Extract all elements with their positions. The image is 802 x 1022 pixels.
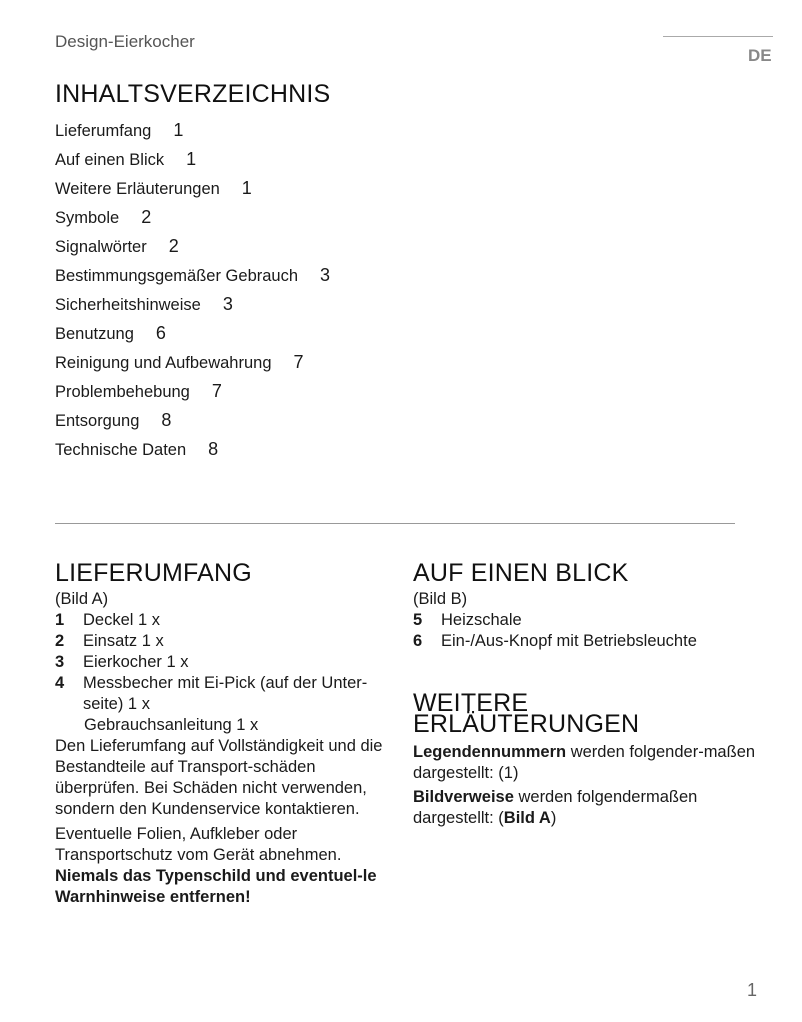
paragraph (413, 742, 758, 784)
item-text: Messbecher mit Ei-Pick (auf der Unter-seite) 1 x (83, 674, 368, 713)
toc-entry[interactable] (55, 147, 330, 176)
toc-entry-label: Weitere Erläuterungen (55, 180, 220, 198)
toc-entry-page: 6 (155, 323, 166, 343)
item-number: 4 (55, 674, 65, 692)
toc-entry-page: 8 (208, 439, 219, 459)
item-text: Ein-/Aus-Knopf mit Betriebsleuchte (441, 632, 697, 650)
image-reference: (Bild A) (55, 590, 109, 608)
toc-entry-label: Problembehebung (55, 383, 190, 401)
section-divider (55, 523, 735, 524)
image-text: werden folgendermaßen dargestellt: ( (413, 788, 698, 827)
toc-entry-page: 2 (141, 207, 152, 227)
toc-entry[interactable] (55, 408, 330, 437)
toc-entry-page: 3 (222, 294, 233, 314)
toc-entry[interactable] (55, 292, 330, 321)
paragraph: Eventuelle Folien, Aufkleber oder Transportschutz vom Gerät abnehmen. (55, 825, 342, 864)
toc-entry[interactable] (55, 205, 330, 234)
item-text: Einsatz 1 x (83, 632, 164, 650)
lieferumfang-heading: LIEFERUMFANG (55, 559, 252, 587)
image-term: Bildverweise (413, 788, 514, 806)
document-title: Design-Eierkocher (55, 32, 195, 51)
language-label: DE (748, 46, 772, 65)
list-item (413, 610, 758, 631)
legend-term: Legendennummern (413, 743, 567, 761)
list-item (55, 631, 390, 652)
paragraph (413, 787, 758, 829)
weitere-heading: WEITERE ERLÄUTERUNGEN (413, 689, 640, 738)
toc-entry[interactable] (55, 437, 330, 466)
image-close: ) (550, 809, 557, 827)
list-item (55, 673, 390, 715)
toc-entry[interactable] (55, 176, 330, 205)
toc-entry[interactable] (55, 379, 330, 408)
toc-entry-page: 1 (173, 120, 184, 140)
item-text: Eierkocher 1 x (83, 653, 189, 671)
list-item (55, 610, 390, 631)
toc-entry-page: 8 (161, 410, 172, 430)
toc-entry-page: 2 (168, 236, 179, 256)
toc-entry-label: Lieferumfang (55, 122, 152, 140)
item-text: Deckel 1 x (83, 611, 161, 629)
toc-entry-page: 1 (241, 178, 252, 198)
list-item (55, 652, 390, 673)
toc-entry[interactable] (55, 263, 330, 292)
toc-entry[interactable] (55, 321, 330, 350)
image-reference: Bild A (503, 809, 551, 827)
toc-entry[interactable] (55, 118, 330, 147)
toc-entry-label: Symbole (55, 209, 120, 227)
image-reference: (Bild B) (413, 590, 468, 608)
toc-entry[interactable] (55, 234, 330, 263)
header-divider (663, 36, 773, 37)
manual-item: Gebrauchsanleitung 1 x (84, 716, 259, 734)
weitere-erlaeuterungen-section (413, 689, 758, 829)
paragraph: Den Lieferumfang auf Vollständigkeit und die Bestandteile auf Transport-schäden überprüfen. Bei Schäden nicht verwenden, sondern den Kundenservice kontaktieren. (55, 737, 383, 818)
toc-entry-page: 7 (211, 381, 222, 401)
item-text: Heizschale (441, 611, 522, 629)
toc-entry-label: Technische Daten (55, 441, 187, 459)
legend-text: werden folgender-maßen dargestellt: (1) (413, 743, 756, 782)
auf-einen-blick-heading: AUF EINEN BLICK (413, 559, 629, 587)
table-of-contents (55, 118, 330, 466)
toc-entry-page: 1 (186, 149, 197, 169)
auf-einen-blick-section (413, 559, 758, 652)
item-number: 3 (55, 653, 65, 671)
toc-entry-label: Reinigung und Aufbewahrung (55, 354, 272, 372)
list-item (413, 631, 758, 652)
toc-entry[interactable] (55, 350, 330, 379)
item-number: 2 (55, 632, 65, 650)
toc-entry-label: Auf einen Blick (55, 151, 165, 169)
toc-entry-label: Sicherheitshinweise (55, 296, 201, 314)
item-number: 5 (413, 611, 423, 629)
warning-text: Niemals das Typenschild und eventuel-le Warnhinweise entfernen! (55, 867, 377, 906)
toc-entry-page: 3 (320, 265, 331, 285)
toc-entry-label: Signalwörter (55, 238, 147, 256)
toc-entry-label: Bestimmungsgemäßer Gebrauch (55, 267, 299, 285)
page-number: 1 (747, 980, 758, 1000)
lieferumfang-section (55, 559, 390, 908)
item-number: 6 (413, 632, 423, 650)
toc-entry-page: 7 (293, 352, 304, 372)
toc-entry-label: Benutzung (55, 325, 134, 343)
toc-entry-label: Entsorgung (55, 412, 140, 430)
item-number: 1 (55, 611, 65, 629)
toc-heading: INHALTSVERZEICHNIS (55, 80, 331, 108)
